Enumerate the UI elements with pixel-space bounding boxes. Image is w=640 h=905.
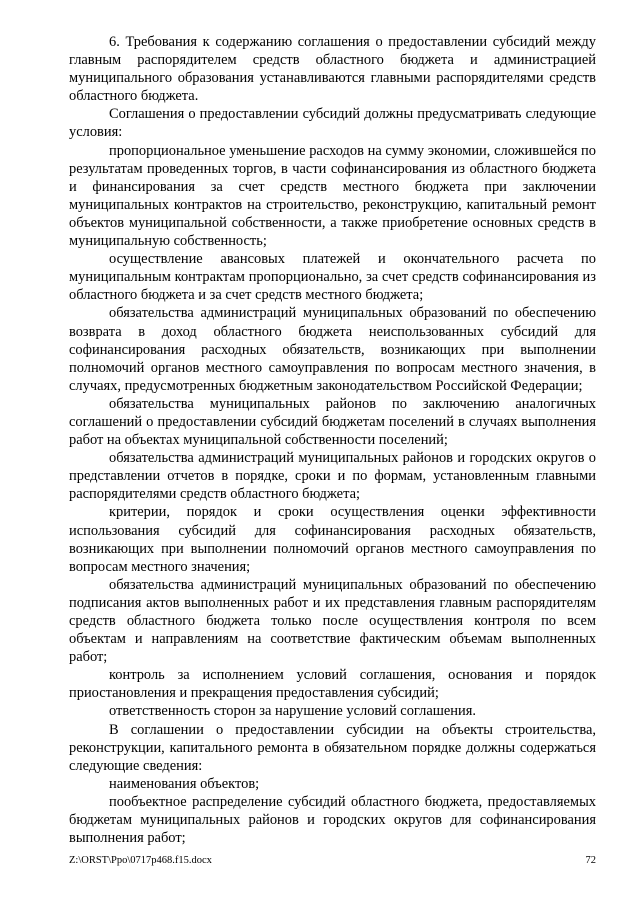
paragraph-return-obligations: обязательства администраций муниципальных образований по обеспечению возврата в доход областного бюджета неиспользованных субсидий для софинансирования расходных обязательств, возникающих при выполнении полномочий органов местного самоуправления по вопросам местного значения, в случаях, предусмотренных бюджетным законодательством Российской Федерации; <box>69 305 596 394</box>
paragraph-efficiency-criteria: критерии, порядок и сроки осуществления оценки эффективности использования субсидий для софинансирования расходных обязательств, возникающих при выполнении полномочий органов местного самоуправления по вопросам местного значения; <box>69 504 596 575</box>
paragraph-control: контроль за исполнением условий соглашения, основания и порядок приостановления и прекращения предоставления субсидий; <box>69 667 596 702</box>
document-body <box>69 33 596 847</box>
paragraph-district-obligations: обязательства муниципальных районов по заключению аналогичных соглашений о предоставлении субсидий бюджетам поселений в случаях выполнения работ на объектах муниципальной собственности поселений; <box>69 395 596 449</box>
paragraph-proportional-reduction: пропорциональное уменьшение расходов на сумму экономии, сложившейся по результатам проведенных торгов, в части софинансирования из областного бюджета и финансирования за счет средств местного бюджета при заключении муниципальных контрактов на строительство, реконструкцию, капитальный ремонт объектов муниципальной собственности, а также приобретение основных средств в муниципальную собственность; <box>69 142 596 250</box>
paragraph-responsibility: ответственность сторон за нарушение условий соглашения. <box>109 703 476 720</box>
paragraph-object-names: наименования объектов; <box>109 775 260 792</box>
paragraph-requirements: 6. Требования к содержанию соглашения о предоставлении субсидий между главным распорядителем средств областного бюджета и администрацией муниципального образования устанавливаются главными распорядителями средств областного бюджета. <box>69 34 596 105</box>
footer-file-path: Z:\ORST\Ppo\0717p468.f15.docx <box>69 855 212 866</box>
footer-page-number: 72 <box>585 855 596 866</box>
paragraph-construction-agreement: В соглашении о предоставлении субсидии на объекты строительства, реконструкции, капитального ремонта в обязательном порядке должны содержаться следующие сведения: <box>69 721 596 774</box>
paragraph-object-distribution: пообъектное распределение субсидий областного бюджета, предоставляемых бюджетам муниципальных районов и городских округов для софинансирования выполнения работ; <box>69 793 596 847</box>
paragraph-conditions-intro: Соглашения о предоставлении субсидий должны предусматривать следующие условия: <box>69 106 596 141</box>
paragraph-reporting-obligations: обязательства администраций муниципальных районов и городских округов о представлении отчетов в порядке, сроки и по формам, установленным главными распорядителями средств областного бюджета; <box>69 450 596 503</box>
paragraph-acts-signing: обязательства администраций муниципальных образований по обеспечению подписания актов выполненных работ и их представления главным распорядителям средств областного бюджета только после осуществления контроля по всем объектам и направлениям на соответствие фактическим объемам выполненных работ; <box>69 576 596 666</box>
paragraph-advance-payments: осуществление авансовых платежей и окончательного расчета по муниципальным контрактам пропорционально, за счет средств софинансирования из областного бюджета и за счет средств местного бюджета; <box>69 251 596 304</box>
